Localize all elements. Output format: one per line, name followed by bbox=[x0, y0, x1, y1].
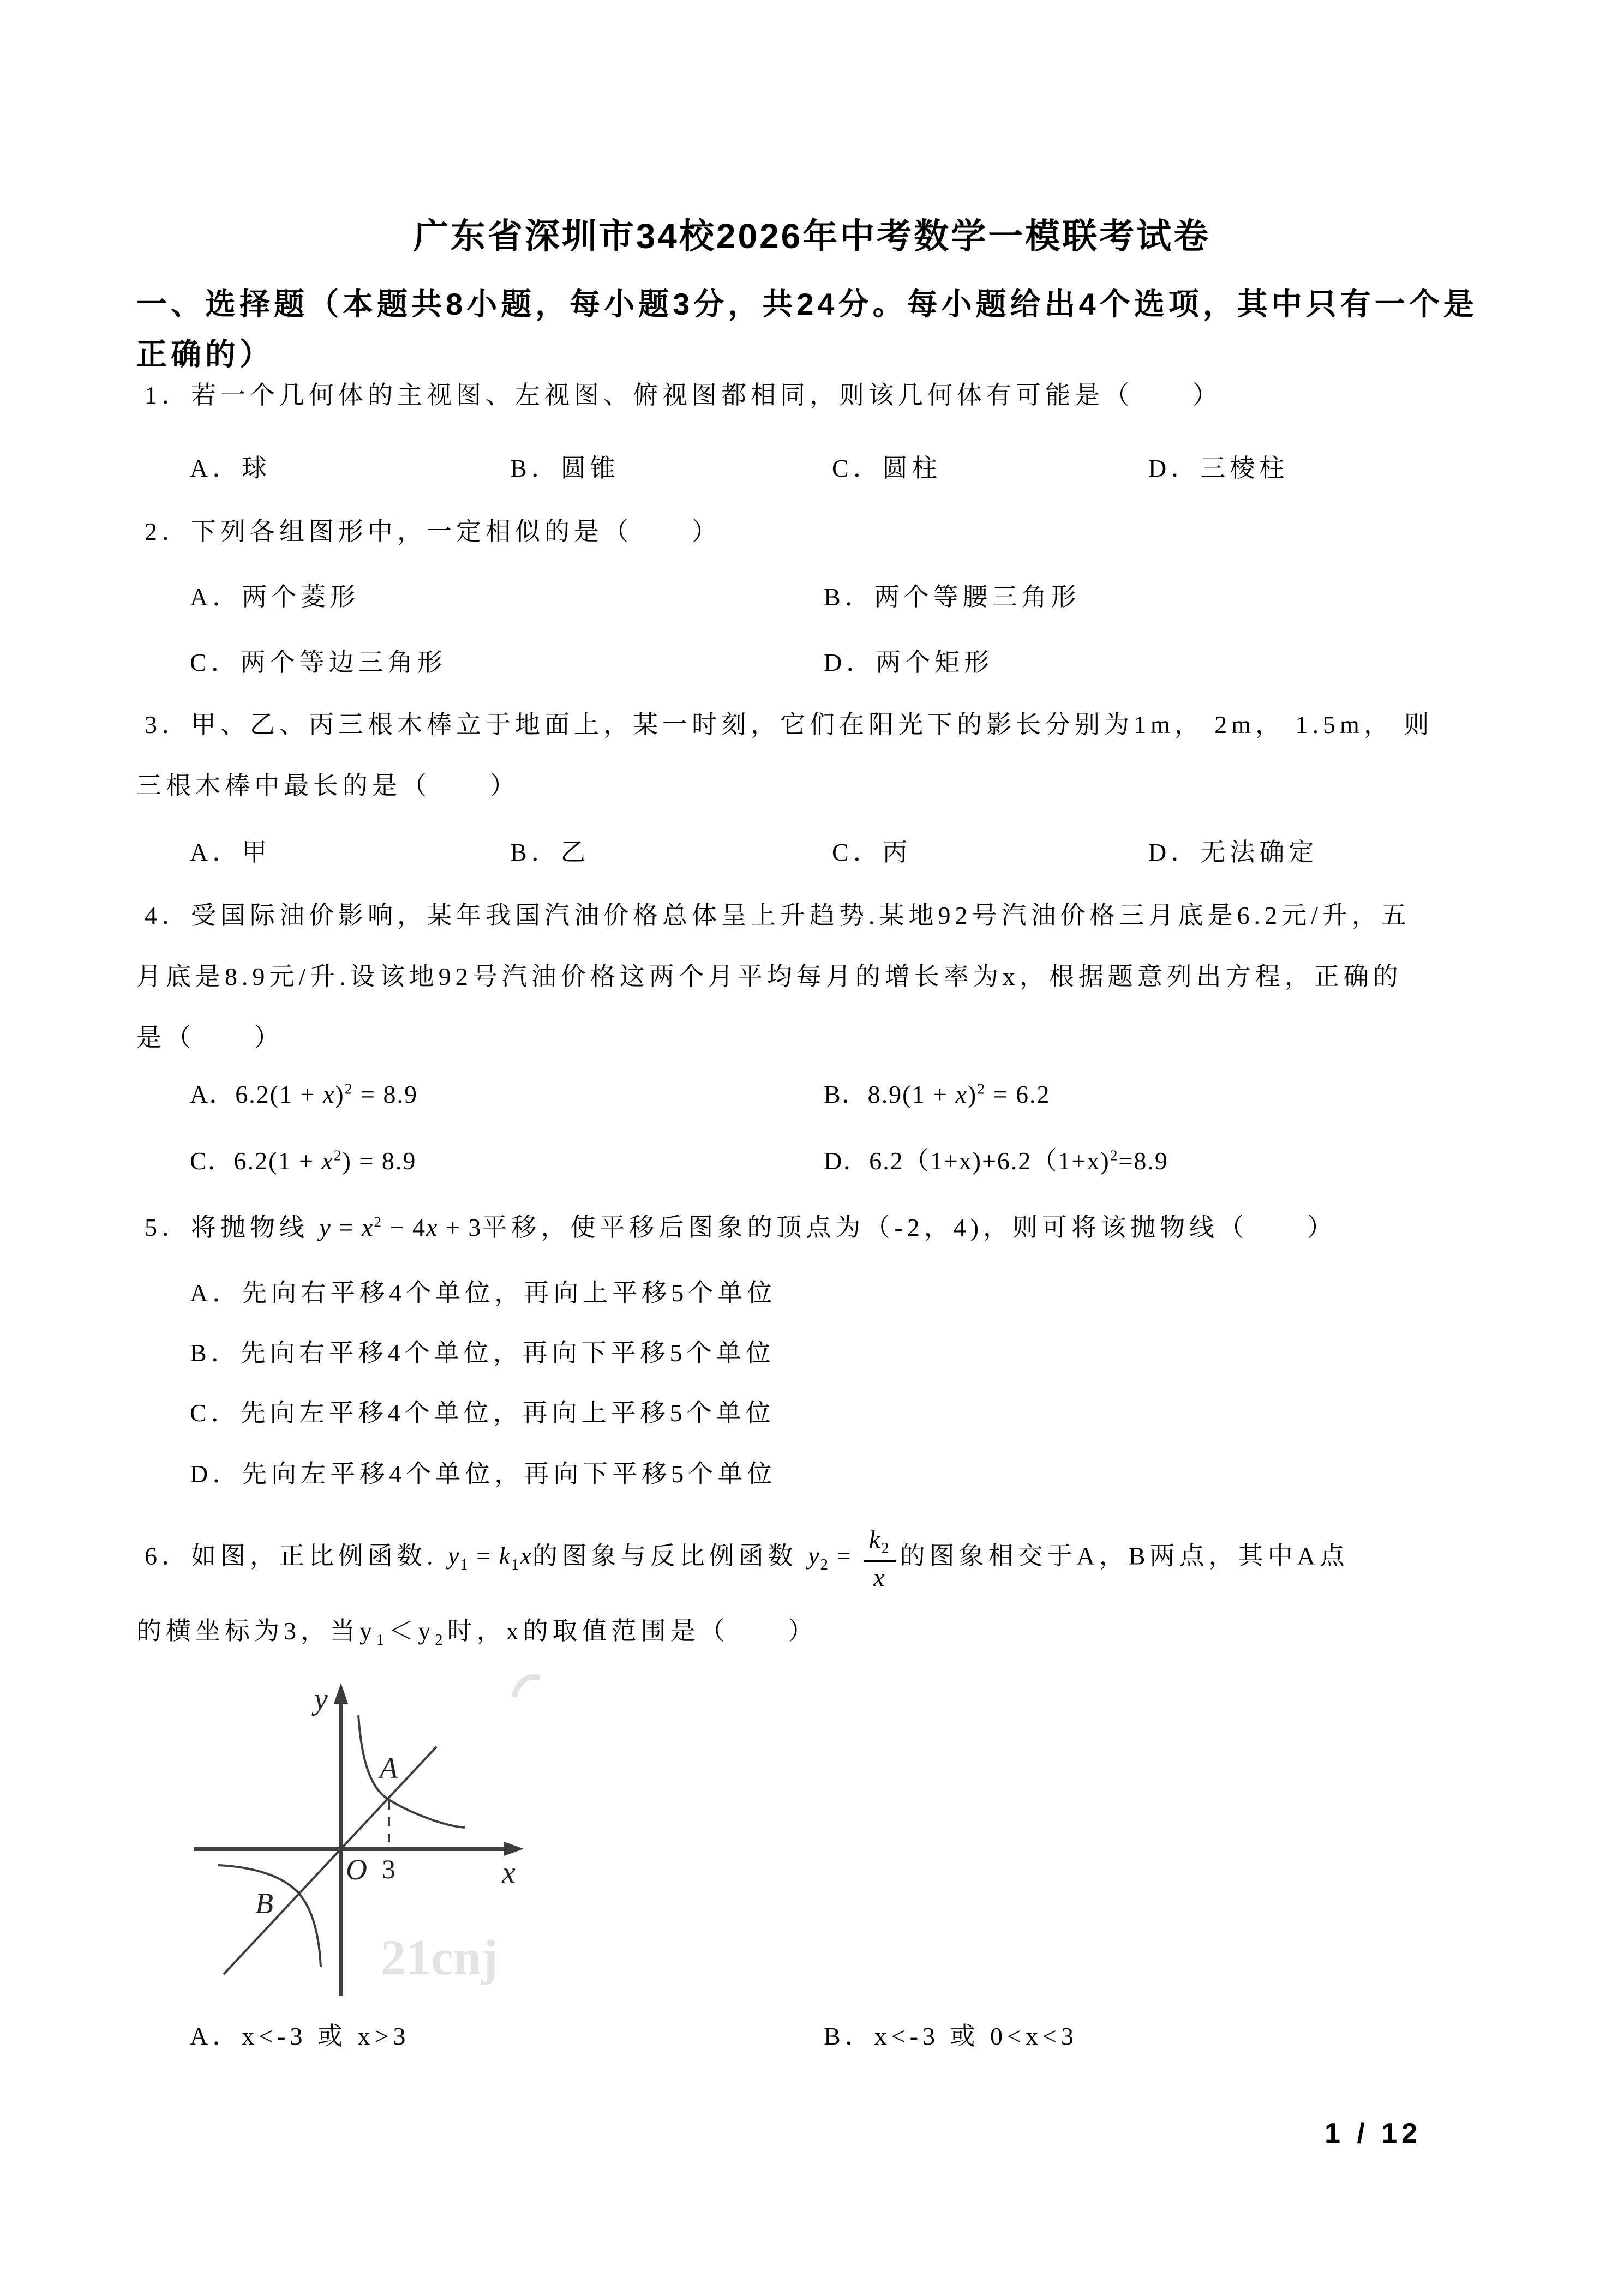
section-header-line-2: 正确的） bbox=[136, 337, 274, 371]
question-3-option-d: D．无法确定 bbox=[1148, 838, 1319, 866]
y-axis-arrow bbox=[334, 1683, 348, 1704]
q4d-suffix: =8.9 bbox=[1118, 1147, 1168, 1175]
question-4-text-line-1: 4．受国际油价影响，某年我国汽油价格总体呈上升趋势.某地92号汽油价格三月底是6.2元/升，五 bbox=[145, 901, 1411, 929]
question-2-text: 2．下列各组图形中，一定相似的是（ ） bbox=[145, 518, 721, 545]
q6-equals-1: = bbox=[469, 1542, 499, 1570]
q4b-prefix: B．8.9(1 + bbox=[824, 1080, 956, 1108]
question-3-text-line-2: 三根木棒中最长的是（ ） bbox=[136, 772, 519, 800]
q4d-prefix: D．6.2（1+x)+6.2（1+x) bbox=[824, 1147, 1110, 1175]
question-3-option-c: C．丙 bbox=[832, 838, 912, 866]
q6-l2a: 的横坐标为3，当y bbox=[136, 1617, 376, 1645]
question-6-option-a: A．x<-3 或 x>3 bbox=[190, 2022, 410, 2050]
q6-l2-sub2: 2 bbox=[435, 1632, 447, 1649]
figure-watermark: 21cnj bbox=[381, 1930, 498, 1985]
q6-var-k1: k bbox=[499, 1542, 512, 1570]
q5-exponent: 2 bbox=[374, 1213, 383, 1230]
q5-rest: 平移，使平移后图象的顶点为（-2，4)，则可将该抛物线（ ） bbox=[482, 1213, 1337, 1241]
y-axis-label: y bbox=[314, 1682, 328, 1716]
x-axis-label: x bbox=[502, 1856, 516, 1890]
q6-mid: 的图象与反比例函数 bbox=[532, 1542, 808, 1570]
question-4-option-a bbox=[190, 1079, 418, 1110]
page-number: 1 / 12 bbox=[1325, 2118, 1422, 2149]
q4a-prefix: A．6.2(1 + bbox=[190, 1080, 323, 1108]
q6-frac-k-subscript: 2 bbox=[881, 1540, 890, 1558]
watermark-arc bbox=[514, 1677, 540, 1697]
question-3-text-line-1: 3．甲、乙、丙三根木棒立于地面上，某一时刻，它们在阳光下的影长分别为1m， 2m， 1.5m， 则 bbox=[145, 711, 1434, 738]
question-4-option-c bbox=[190, 1145, 416, 1177]
question-2-option-b: B．两个等腰三角形 bbox=[824, 583, 1081, 611]
section-header-line-1: 一、选择题（本题共8小题，每小题3分，共24分。每小题给出4个选项，其中只有一个是 bbox=[136, 287, 1478, 321]
q6-l2c: 时，x的取值范围是（ ） bbox=[447, 1617, 818, 1645]
q6-k1-subscript: 1 bbox=[511, 1556, 520, 1574]
q6-var-x1: x bbox=[520, 1542, 532, 1570]
hyperbola-branch-q1 bbox=[358, 1715, 465, 1828]
question-5-option-a: A．先向右平移4个单位，再向上平移5个单位 bbox=[190, 1279, 777, 1307]
q5-tail: + 3 bbox=[438, 1213, 482, 1241]
q6-equals-2: = bbox=[829, 1542, 859, 1570]
q6-fraction bbox=[864, 1527, 896, 1590]
question-4-text-line-2: 月底是8.9元/升.设该地92号汽油价格这两个月平均每月的增长率为x，根据题意列出方程，正确的 bbox=[136, 963, 1403, 990]
q5-mid: − 4 bbox=[382, 1213, 427, 1241]
q4a-suffix: = 8.9 bbox=[353, 1080, 418, 1108]
question-6-option-b: B．x<-3 或 0<x<3 bbox=[824, 2022, 1078, 2050]
q4b-close-paren: ) bbox=[967, 1080, 978, 1108]
q4c-prefix: C．6.2(1 + bbox=[190, 1147, 322, 1175]
q4c-variable: x bbox=[321, 1147, 334, 1175]
q6-tail: 的图象相交于A，B两点，其中A点 bbox=[900, 1542, 1349, 1570]
question-5-text bbox=[145, 1212, 1337, 1243]
question-6-text-line-1 bbox=[145, 1527, 1349, 1590]
question-3-option-a: A．甲 bbox=[190, 838, 272, 866]
q6-var-y1: y bbox=[448, 1542, 460, 1570]
question-1-option-b: B．圆锥 bbox=[510, 454, 620, 482]
q4c-exponent: 2 bbox=[333, 1146, 343, 1164]
question-4-text-line-3: 是（ ） bbox=[136, 1024, 284, 1051]
x-axis-arrow bbox=[504, 1842, 524, 1856]
q4b-exponent: 2 bbox=[977, 1080, 986, 1097]
q5-lead: 5．将抛物线 bbox=[145, 1213, 320, 1241]
question-2-option-a: A．两个菱形 bbox=[190, 583, 360, 611]
q6-y2-subscript: 2 bbox=[820, 1556, 829, 1574]
x-tick-3-label: 3 bbox=[382, 1854, 395, 1884]
q4a-variable: x bbox=[322, 1080, 335, 1108]
q4a-close-paren: ) bbox=[335, 1080, 345, 1108]
point-a-label: A bbox=[380, 1752, 398, 1784]
q6-y1-subscript: 1 bbox=[460, 1556, 469, 1574]
question-2-option-c: C．两个等边三角形 bbox=[190, 648, 447, 676]
q6-l2b: ＜y bbox=[388, 1617, 435, 1645]
q6-lead: 6．如图，正比例函数. bbox=[145, 1542, 448, 1570]
q4d-exponent: 2 bbox=[1110, 1146, 1119, 1164]
q5-var-x2: x bbox=[426, 1213, 439, 1241]
question-2-option-d: D．两个矩形 bbox=[824, 648, 994, 676]
q4c-suffix: ) = 8.9 bbox=[342, 1147, 417, 1175]
q4b-suffix: = 6.2 bbox=[986, 1080, 1051, 1108]
q6-var-y2: y bbox=[808, 1542, 820, 1570]
q6-frac-k: k bbox=[868, 1525, 882, 1553]
question-5-option-c: C．先向左平移4个单位，再向上平移5个单位 bbox=[190, 1399, 775, 1427]
question-5-option-b: B．先向右平移4个单位，再向下平移5个单位 bbox=[190, 1339, 775, 1367]
q4a-exponent: 2 bbox=[344, 1080, 353, 1097]
q5-equals: = bbox=[331, 1213, 362, 1241]
question-1-option-d: D．三棱柱 bbox=[1148, 454, 1289, 482]
point-b-label: B bbox=[255, 1887, 273, 1920]
question-5-option-d: D．先向左平移4个单位，再向下平移5个单位 bbox=[190, 1460, 777, 1488]
q4b-variable: x bbox=[955, 1080, 968, 1108]
question-6-text-line-2 bbox=[136, 1615, 818, 1650]
q6-l2-sub1: 1 bbox=[376, 1632, 389, 1649]
question-3-option-b: B．乙 bbox=[510, 838, 590, 866]
q5-var-x1: x bbox=[361, 1213, 374, 1241]
q6-fraction-denominator: x bbox=[873, 1563, 886, 1591]
question-4-option-d bbox=[824, 1145, 1168, 1177]
origin-label: O bbox=[346, 1853, 367, 1886]
question-1-text: 1．若一个几何体的主视图、左视图、俯视图都相同，则该几何体有可能是（ ） bbox=[145, 381, 1222, 409]
question-4-option-b bbox=[824, 1079, 1050, 1110]
q6-fraction-numerator bbox=[864, 1527, 896, 1562]
question-1-option-a: A．球 bbox=[190, 454, 272, 482]
function-graph-figure bbox=[180, 1669, 627, 2018]
page-title: 广东省深圳市34校2026年中考数学一模联考试卷 bbox=[413, 217, 1211, 256]
question-1-option-c: C．圆柱 bbox=[832, 454, 942, 482]
q5-var-y: y bbox=[319, 1213, 332, 1241]
